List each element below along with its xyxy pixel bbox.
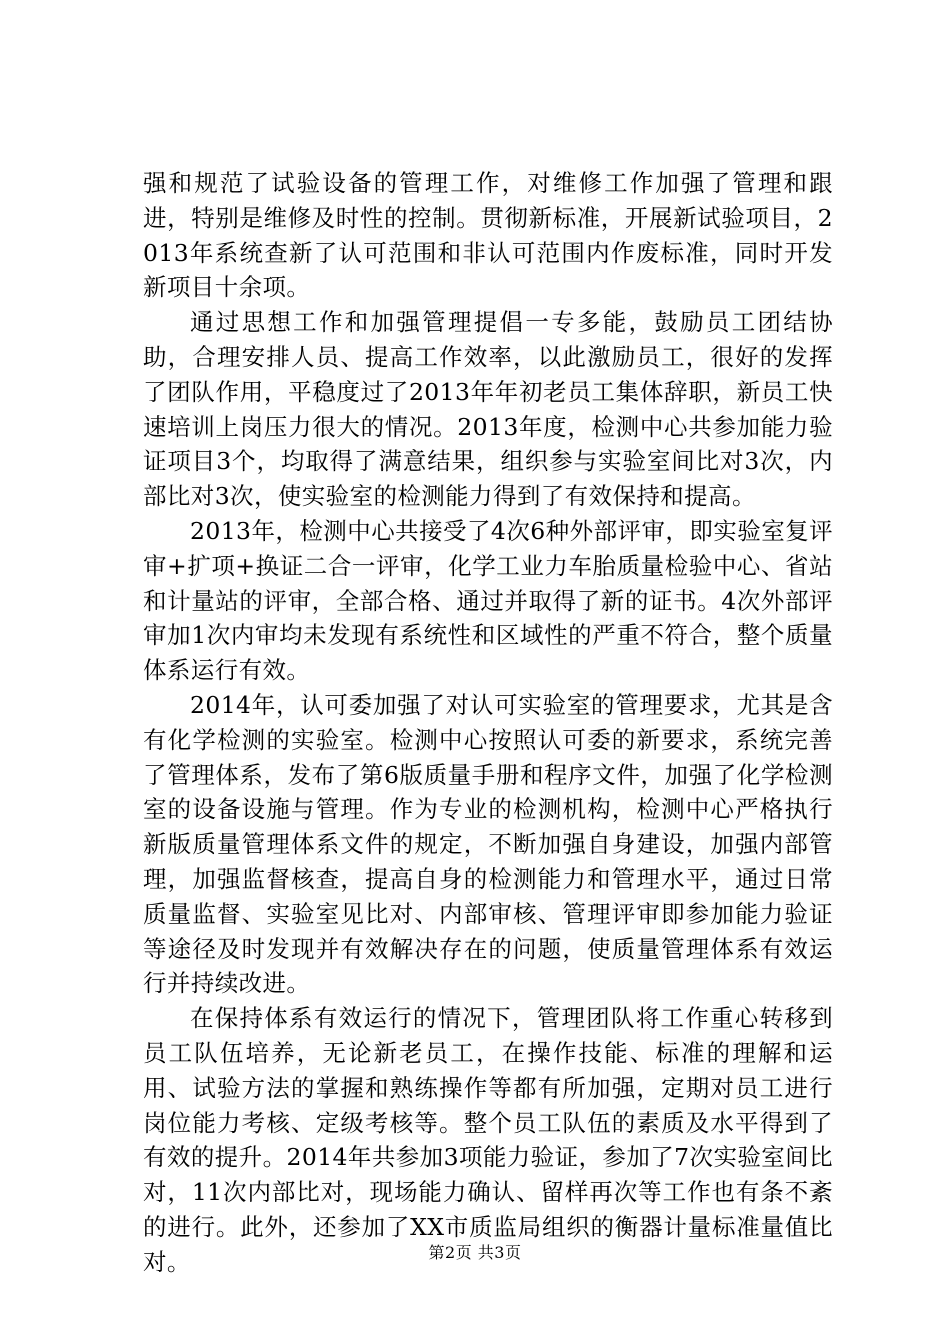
paragraph-external-audits-2013: 2013年，检测中心共接受了4次6种外部评审，即实验室复评审+扩项+换证二合一评审，化学工业力车胎质量检验中心、省站和计量站的评审，全部合格、通过并取得了新的证书。4次外部评审加1次内审均未发现有系统性和区域性的严重不符合，整个质量体系运行有效。 (143, 516, 833, 685)
paragraph-continuation: 强和规范了试验设备的管理工作，对维修工作加强了管理和跟进，特别是维修及时性的控制。贯彻新标准，开展新试验项目，2013年系统查新了认可范围和非认可范围内作废标准，同时开发新项目十余项。 (143, 169, 833, 302)
paragraph-accreditation-2014: 2014年，认可委加强了对认可实验室的管理要求，尤其是含有化学检测的实验室。检测中心按照认可委的新要求，系统完善了管理体系，发布了第6版质量手册和程序文件，加强了化学检测室的设备设施与管理。作为专业的检测机构，检测中心严格执行新版质量管理体系文件的规定，不断加强自身建设，加强内部管理，加强监督核查，提高自身的检测能力和管理水平，通过日常质量监督、实验室见比对、内部审核、管理评审即参加能力验证等途径及时发现并有效解决存在的问题，使质量管理体系有效运行并持续改进。 (143, 690, 833, 998)
paragraph-team-management: 通过思想工作和加强管理提倡一专多能，鼓励员工团结协助，合理安排人员、提高工作效率，以此激励员工，很好的发挥了团队作用，平稳度过了2013年年初老员工集体辞职，新员工快速培训上岗压力很大的情况。2013年度，检测中心共参加能力验证项目3个，均取得了满意结果，组织参与实验室间比对3次，内部比对3次，使实验室的检测能力得到了有效保持和提高。 (143, 308, 833, 511)
page-footer (0, 1243, 950, 1263)
document-body (143, 166, 833, 1280)
page-number-label: 第2页 共3页 (428, 1243, 522, 1262)
paragraph-staff-training: 在保持体系有效运行的情况下，管理团队将工作重心转移到员工队伍培养，无论新老员工，在操作技能、标准的理解和运用、试验方法的掌握和熟练操作等都有所加强，定期对员工进行岗位能力考核、定级考核等。整个员工队伍的素质及水平得到了有效的提升。2014年共参加3项能力验证，参加了7次实验室间比对，11次内部比对，现场能力确认、留样再次等工作也有条不紊的进行。此外，还参加了XX市质监局组织的衡器计量标准量值比对。 (143, 1004, 833, 1276)
